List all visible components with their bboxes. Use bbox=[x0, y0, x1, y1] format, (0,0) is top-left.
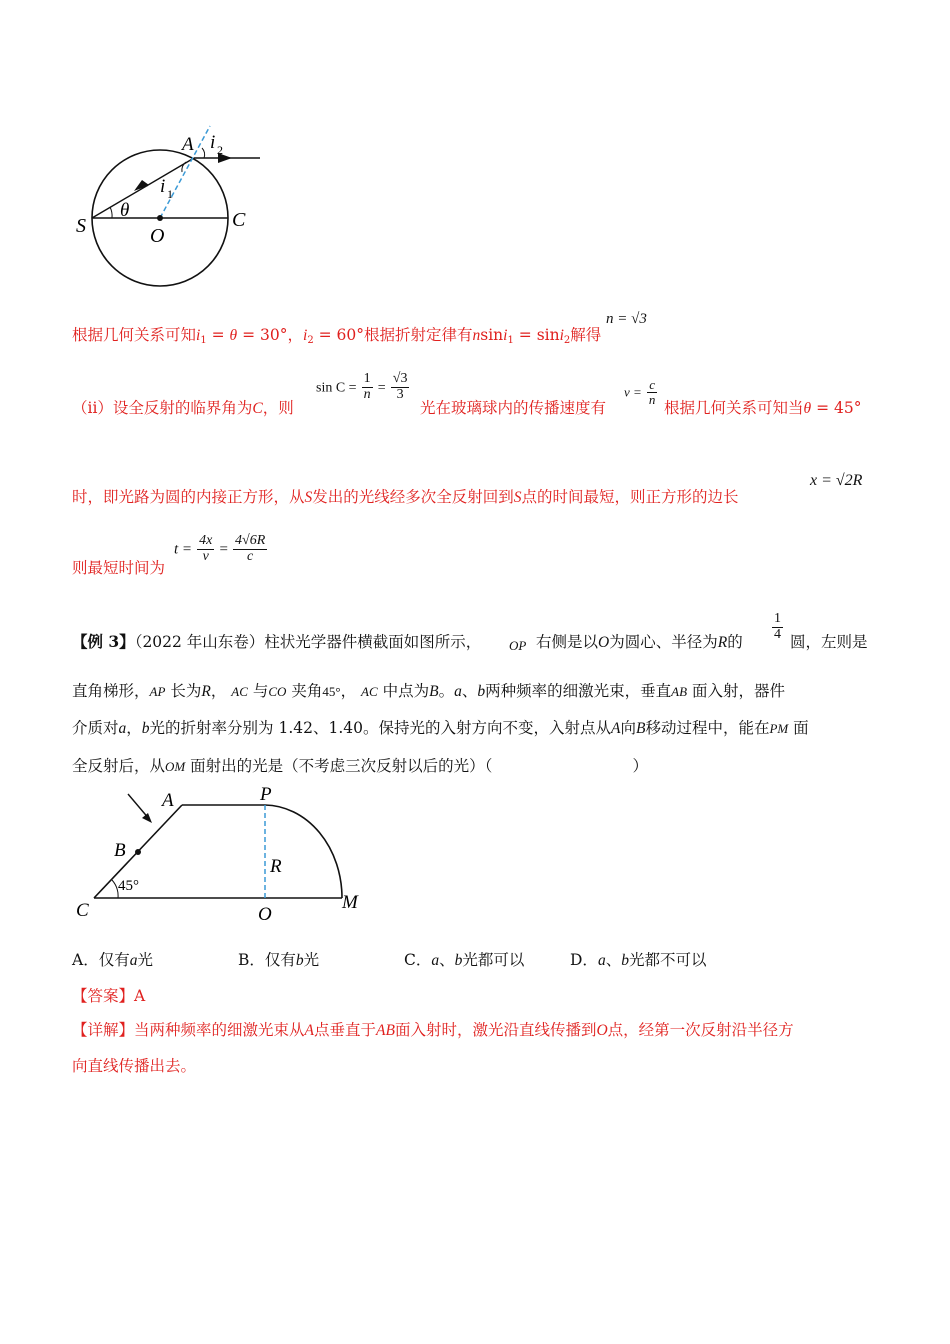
solution-line-3: 时，即光路为圆的内接正方形，从S发出的光线经多次全反射回到S点的时间最短，则正方形的边长 bbox=[72, 488, 739, 506]
example-3-line-1b: 右侧是以O为圆心、半径为R的 bbox=[536, 633, 743, 651]
label-M: M bbox=[342, 892, 358, 913]
laser-arrow-icon bbox=[142, 813, 152, 823]
detail-line-2: 向直线传播出去。 bbox=[72, 1057, 197, 1075]
example-3-line-4: 全反射后，从OM 面射出的光是（不考虑三次反射以后的光）（ ） bbox=[72, 757, 648, 775]
option-D[interactable]: D．a、b光都不可以 bbox=[570, 951, 707, 969]
example-3-line-2: 直角梯形，AP 长为R， AC 与CO 夹角45°， AC 中点为B。a、b两种频率的细激光束，垂直AB 面入射，器件 bbox=[72, 682, 785, 700]
i2-arc bbox=[202, 148, 205, 158]
label-S: S bbox=[76, 215, 86, 237]
figure-circle-refraction bbox=[70, 120, 270, 295]
solution-line-2: （ii）设全反射的临界角为C，则 bbox=[72, 399, 294, 417]
solution-line-4: 则最短时间为 bbox=[72, 559, 166, 577]
figure-optical-device bbox=[70, 782, 370, 927]
eq-sinC: sin C = $\frac{1}{n}$ = $\frac{√3}{3}$ bbox=[316, 371, 408, 402]
seg-OP: OP bbox=[509, 638, 527, 653]
arc-PM bbox=[265, 805, 342, 898]
label-P: P bbox=[260, 784, 272, 805]
solution-line-2b: 光在玻璃球内的传播速度有 bbox=[420, 399, 607, 417]
label-i1: i bbox=[160, 176, 166, 197]
example-3-line-1: 【例 3】（2022 年山东卷）柱状光学器件横截面如图所示， bbox=[72, 632, 482, 651]
eq-n-sqrt3: n = √3 bbox=[606, 311, 647, 327]
label-A: A bbox=[162, 790, 174, 811]
label-theta: θ bbox=[120, 200, 130, 221]
label-i2-sub: 2 bbox=[217, 143, 223, 157]
label-i1-sub: 1 bbox=[167, 187, 173, 201]
example-tag: 【例 3】 bbox=[72, 632, 135, 651]
label-O: O bbox=[150, 225, 165, 247]
eq-v: v = $\frac{c}{n}$ bbox=[624, 377, 656, 407]
option-C[interactable]: C．a、b光都可以 bbox=[404, 951, 525, 969]
incident-ray bbox=[92, 158, 194, 218]
label-C: C bbox=[76, 900, 89, 921]
example-3-line-3: 介质对a，b光的折射率分别为 1.42、1.40。保持光的入射方向不变，入射点从A向B移动过程中，能在PM 面 bbox=[72, 719, 809, 737]
answer-line: 【答案】A bbox=[72, 987, 146, 1005]
eq-t: t = $\frac{4x}{v}$ = $\frac{4√6R}{c}$ bbox=[174, 533, 266, 564]
eq-x: x = √2R bbox=[810, 472, 863, 489]
label-R: R bbox=[270, 856, 282, 877]
label-A: A bbox=[182, 134, 194, 155]
label-C: C bbox=[232, 209, 246, 231]
option-A[interactable]: A．仅有a光 bbox=[72, 951, 153, 969]
point-B bbox=[135, 849, 141, 855]
label-i2: i bbox=[210, 132, 216, 153]
solution-line-1: 根据几何关系可知$i_1 = \theta = 30^\circ$，$i_2 = 60^\circ$根据折射定律有nsini$_1$ = sini$_2$解得 bbox=[72, 326, 602, 346]
solution-line-2c: 根据几何关系可知当θ = 45° bbox=[664, 399, 862, 417]
theta-arc bbox=[110, 207, 112, 218]
frac-quarter: $\frac{1}{4}$ bbox=[774, 611, 781, 642]
label-B: B bbox=[114, 840, 126, 861]
center-point bbox=[157, 215, 163, 221]
option-B[interactable]: B．仅有b光 bbox=[238, 951, 320, 969]
label-O: O bbox=[258, 904, 272, 925]
detail-line-1: 【详解】当两种频率的细激光束从A点垂直于AB面入射时，激光沿直线传播到O点，经第一次反射沿半径方 bbox=[72, 1021, 794, 1039]
example-3-line-1c: 圆，左则是 bbox=[790, 633, 868, 651]
label-45: 45° bbox=[118, 878, 139, 894]
